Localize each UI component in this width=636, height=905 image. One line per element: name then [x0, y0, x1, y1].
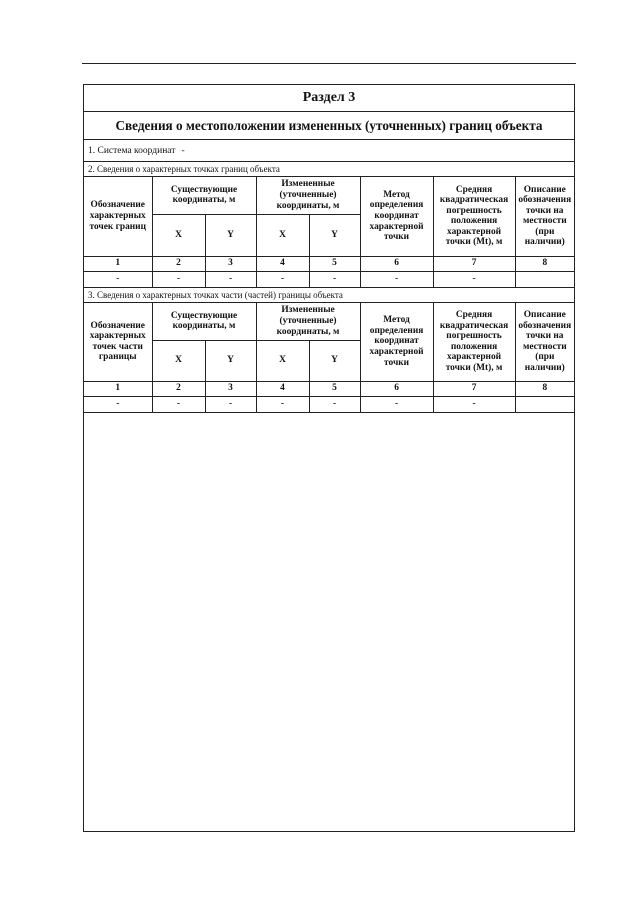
table1-number-row — [84, 256, 574, 271]
table2-cell: - — [205, 396, 256, 412]
table2-col-number: 2 — [152, 381, 205, 396]
table2-header-method: Метод определения координат характерной точки — [360, 303, 433, 381]
table1-caption — [84, 162, 574, 177]
table1-cell — [515, 271, 574, 287]
section-heading-text: Сведения о местоположении измененных (уточненных) границ объекта — [115, 117, 543, 133]
table2-cell — [515, 396, 574, 412]
table1-col-number: 4 — [256, 256, 309, 271]
table2-number-row — [84, 381, 574, 396]
table1-col-number: 6 — [360, 256, 433, 271]
table2-caption-text: 3. Сведения о характерных точках части (частей) границы объекта — [88, 289, 343, 300]
table2-header-existing: Существующие координаты, м — [152, 303, 256, 340]
table1-header-description: Описание обозначения точки на местности (при наличии) — [515, 177, 574, 256]
table1-cell: - — [84, 271, 152, 287]
table2-caption — [84, 287, 574, 303]
section-frame — [83, 84, 575, 832]
coordinate-system-row — [84, 140, 574, 162]
table2-header-description: Описание обозначения точки на местности (при наличии) — [515, 303, 574, 381]
table2-cell: - — [256, 396, 309, 412]
section-title-text: Раздел 3 — [302, 90, 356, 105]
table1-cell: - — [256, 271, 309, 287]
table1-caption-text: 2. Сведения о характерных точках границ объекта — [88, 164, 280, 174]
section-heading — [84, 112, 574, 140]
table2-col-number: 1 — [84, 381, 152, 396]
table2-col-number: 6 — [360, 381, 433, 396]
table1-col-number: 2 — [152, 256, 205, 271]
coordinate-system-label: 1. Система координат — [88, 145, 176, 156]
table2-header-point-label: Обозначение характерных точек части границы — [84, 303, 152, 381]
table1-cell: - — [309, 271, 360, 287]
section-title — [84, 85, 574, 112]
boundary-points-table — [84, 177, 574, 288]
table1-col-number: 8 — [515, 256, 574, 271]
table1-header-changed-y: Y — [309, 214, 360, 256]
table1-col-number: 7 — [433, 256, 515, 271]
table1-cell: - — [433, 271, 515, 287]
part-boundary-points-table — [84, 303, 574, 413]
table1-header-existing: Существующие координаты, м — [152, 177, 256, 214]
table2-header-existing-y: Y — [205, 340, 256, 381]
coordinate-system-value: - — [181, 145, 185, 156]
table2-cell: - — [309, 396, 360, 412]
table2-col-number: 4 — [256, 381, 309, 396]
table1-col-number: 3 — [205, 256, 256, 271]
table-row — [84, 271, 574, 287]
table1-col-number: 5 — [309, 256, 360, 271]
table2-cell: - — [84, 396, 152, 412]
table2-cell: - — [360, 396, 433, 412]
table1-header-error: Средняя квадратическая погрешность положения характерной точки (Mt), м — [433, 177, 515, 256]
table2-col-number: 7 — [433, 381, 515, 396]
table1-header-existing-y: Y — [205, 214, 256, 256]
table2-header-changed-x: X — [256, 340, 309, 381]
table1-header-changed: Измененные (уточненные) координаты, м — [256, 177, 360, 214]
table1-header-point-label: Обозначение характерных точек границ — [84, 177, 152, 256]
table1-header-changed-x: X — [256, 214, 309, 256]
table2-col-number: 5 — [309, 381, 360, 396]
table2-col-number: 3 — [205, 381, 256, 396]
table2-header-error: Средняя квадратическая погрешность положения характерной точки (Mt), м — [433, 303, 515, 381]
table-row — [84, 396, 574, 412]
table2-header-existing-x: X — [152, 340, 205, 381]
table2-cell: - — [152, 396, 205, 412]
table1-cell: - — [205, 271, 256, 287]
table2-header-changed: Измененные (уточненные) координаты, м — [256, 303, 360, 340]
table1-header-existing-x: X — [152, 214, 205, 256]
page-top-rule — [82, 63, 576, 64]
table1-header-method: Метод определения координат характерной точки — [360, 177, 433, 256]
table1-cell: - — [360, 271, 433, 287]
table1-col-number: 1 — [84, 256, 152, 271]
table1-cell: - — [152, 271, 205, 287]
table2-cell: - — [433, 396, 515, 412]
table2-header-changed-y: Y — [309, 340, 360, 381]
table2-col-number: 8 — [515, 381, 574, 396]
